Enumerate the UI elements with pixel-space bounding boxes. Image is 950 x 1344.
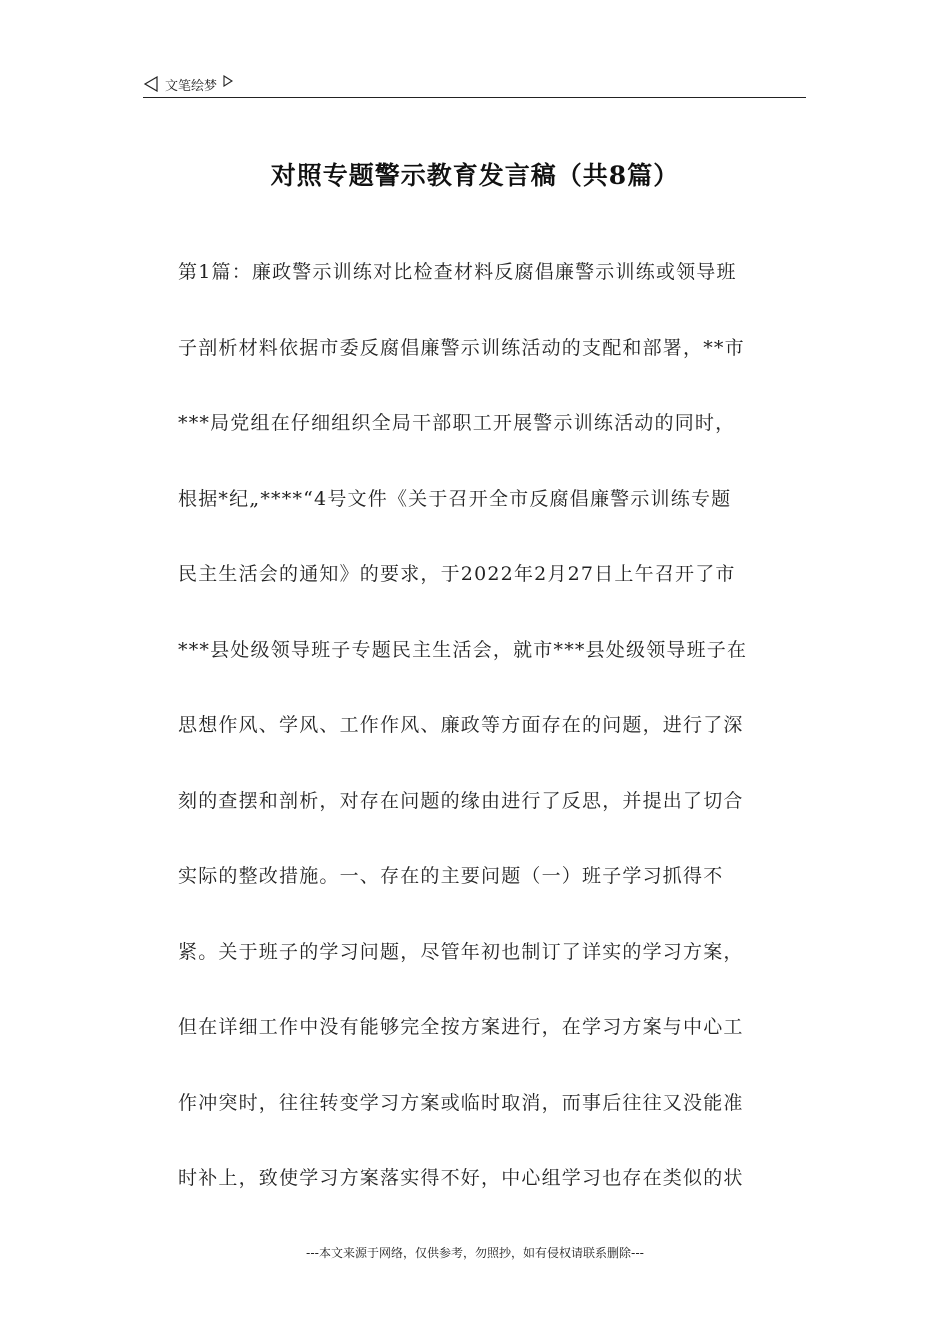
body-line: 思想作风、学风、工作作风、廉政等方面存在的问题，进行了深 bbox=[178, 714, 744, 736]
body-line: 时补上，致使学习方案落实得不好，中心组学习也存在类似的状 bbox=[178, 1167, 744, 1189]
body-line: 刻的查摆和剖析，对存在问题的缘由进行了反思，并提出了切合 bbox=[178, 789, 744, 812]
triangle-right-icon bbox=[223, 75, 233, 87]
body-line: 但在详细工作中没有能够完全按方案进行，在学习方案与中心工 bbox=[178, 1016, 744, 1038]
body-line: 子剖析材料依据市委反腐倡廉警示训练活动的支配和部署，**市 bbox=[178, 336, 745, 359]
triangle-left-icon bbox=[143, 76, 159, 92]
body-line: 民主生活会的通知》的要求，于2022年2月27日上午召开了市 bbox=[178, 563, 736, 585]
source-disclaimer: ---本文来源于网络，仅供参考，勿照抄，如有侵权请联系删除--- bbox=[306, 1246, 644, 1260]
header-divider bbox=[143, 97, 806, 98]
document-title: 对照专题警示教育发言稿（共8篇） bbox=[270, 161, 680, 190]
body-line: ***县处级领导班子专题民主生活会，就市***县处级领导班子在 bbox=[178, 638, 748, 661]
document-header bbox=[143, 72, 233, 96]
body-line: 第1篇：廉政警示训练对比检查材料反腐倡廉警示训练或领导班 bbox=[178, 261, 737, 283]
body-line: ***局党组在仔细组织全局干部职工开展警示训练活动的同时， bbox=[178, 412, 736, 434]
body-line: 紧。关于班子的学习问题，尽管年初也制订了详实的学习方案， bbox=[178, 940, 744, 963]
body-line: 实际的整改措施。一、存在的主要问题（一）班子学习抓得不 bbox=[178, 865, 724, 887]
brand-name: 文笔绘梦 bbox=[165, 78, 218, 94]
document-body bbox=[178, 253, 808, 1235]
body-line: 根据*纪„****“4号文件《关于召开全市反腐倡廉警示训练专题 bbox=[178, 487, 732, 510]
body-line: 作冲突时，往往转变学习方案或临时取消，而事后往往又没能准 bbox=[178, 1091, 744, 1114]
